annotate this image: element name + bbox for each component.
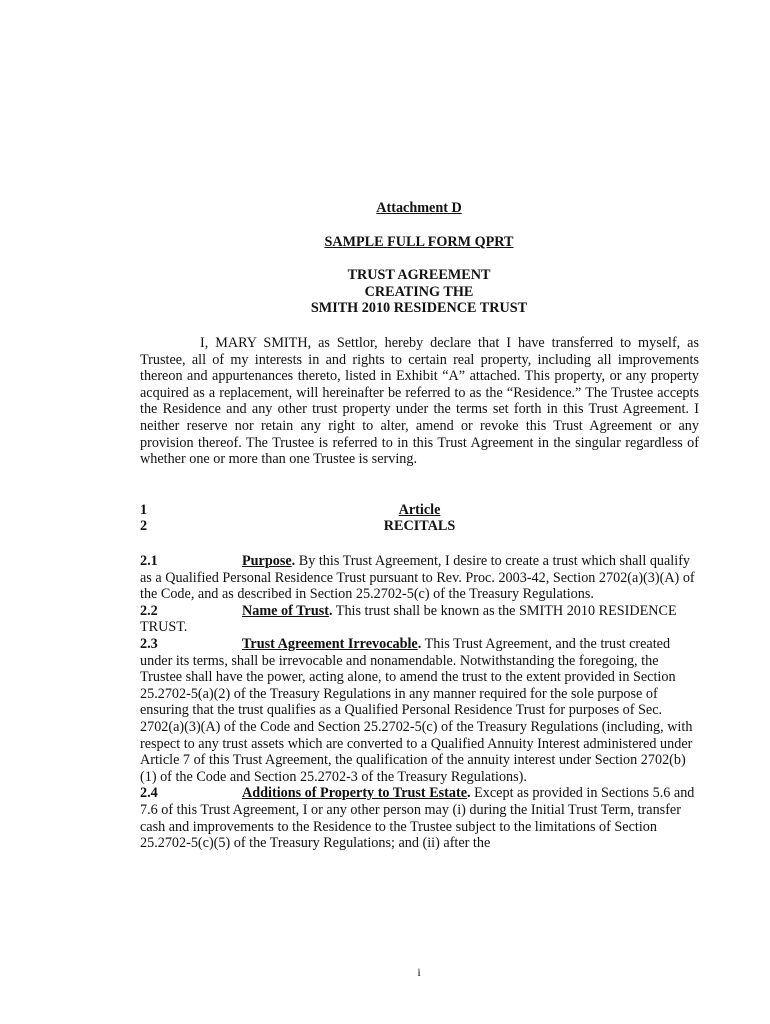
section-number: 2.3 (140, 635, 158, 652)
section-number: 2.4 (140, 785, 158, 802)
title-line-3: SMITH 2010 RESIDENCE TRUST (310, 300, 528, 316)
section-2-1: 2.1 Purpose. By this Trust Agreement, I desire to create a trust which shall qualify as a Qualified Personal Residence Trust pursuant to Rev. Proc. 2003-42, Section 2702(a)(3)(A) of the Code, and as described in Section 25.2702-5(c) of the Treasury Regulations. (140, 553, 695, 603)
article-number-2: 2 (140, 518, 148, 534)
title-line-2: CREATING THE (364, 283, 474, 300)
page-number: i (417, 965, 421, 979)
sections-list (140, 553, 699, 852)
title-line-1: TRUST AGREEMENT (347, 267, 491, 283)
section-2-2: 2.2 Name of Trust. This trust shall be known as the SMITH 2010 RESIDENCE TRUST. (140, 602, 677, 636)
article-number-1: 1 (140, 502, 148, 518)
article-heading: RECITALS (383, 518, 456, 534)
attachment-label: Attachment D (376, 200, 462, 216)
section-text: By this Trust Agreement, I desire to create a trust which shall qualify as a Qualified Personal Residence Trust pursuant to Rev. Proc. 2003-42, Section 2702(a)(3)(A) of the Code, and as described in Section 25.2702-5(c) of the Treasury Regulations. (140, 553, 695, 603)
section-text: This Trust Agreement, and the trust created under its terms, shall be irrevocable and nonamendable. Notwithstanding the foregoing, the Trustee shall have the power, acting alone, to amend the trust to the extent provided in Section 25.2702-5(a)(2) of the Treasury Regulations in any manner required for the sole purpose of ensuring that the trust qualifies as a Qualified Personal Residence Trust for purposes of Sec. 2702(a)(3)(A) of the Code and Section 25.2702-5(c) of the Treasury Regulations (including, with respect to any trust assets which are converted to a Qualified Annuity Interest administered under Article 7 of this Trust Agreement, the qualification of the annuity interest under Section 2702(b)(1) of the Code and Section 25.2702-3 of the Treasury Regulations). (140, 635, 693, 785)
section-heading: Purpose (242, 553, 292, 569)
sample-form-label: SAMPLE FULL FORM QPRT (324, 234, 514, 250)
section-text: Except as provided in Sections 5.6 and 7.6 of this Trust Agreement, I or any other person may (i) during the Initial Trust Term, transfer cash and improvements to the Residence to the Trustee subject to the limitations of Section 25.2702-5(c)(5) of the Treasury Regulations; and (ii) after the (140, 785, 695, 852)
section-2-3: 2.3 Trust Agreement Irrevocable. This Trust Agreement, and the trust created under its terms, shall be irrevocable and nonamendable. Notwithstanding the foregoing, the Trustee shall have the power, acting alone, to amend the trust to the extent provided in Section 25.2702-5(a)(2) of the Treasury Regulations in any manner required for the sole purpose of ensuring that the trust qualifies as a Qualified Personal Residence Trust for purposes of Sec. 2702(a)(3)(A) of the Code and Section 25.2702-5(c) of the Treasury Regulations (including, with respect to any trust assets which are converted to a Qualified Annuity Interest administered under Article 7 of this Trust Agreement, the qualification of the annuity interest under Section 2702(b)(1) of the Code and Section 25.2702-3 of the Treasury Regulations). (140, 635, 693, 785)
section-number: 2.1 (140, 553, 158, 569)
section-2-4: 2.4 Additions of Property to Trust Estate. Except as provided in Sections 5.6 and 7.6 of this Trust Agreement, I or any other person may (i) during the Initial Trust Term, transfer cash and improvements to the Residence to the Trustee subject to the limitations of Section 25.2702-5(c)(5) of the Treasury Regulations; and (ii) after the (140, 785, 695, 852)
section-heading: Trust Agreement Irrevocable (242, 635, 418, 652)
section-heading: Additions of Property to Trust Estate (242, 785, 468, 802)
section-text: This trust shall be known as the SMITH 2010 RESIDENCE TRUST. (140, 602, 677, 636)
intro-paragraph: I, MARY SMITH, as Settlor, hereby declare that I have transferred to myself, as Trustee, all of my interests in and rights to certain real property, including all improvements thereon and appurtenances thereto, listed in Exhibit “A” attached. This property, or any property acquired as a replacement, will hereinafter be referred to as the “Residence.” The Trustee accepts the Residence and any other trust property under the terms set forth in this Trust Agreement. I neither reserve nor retain any right to alter, amend or revoke this Trust Agreement or any provision thereof. The Trustee is referred to in this Trust Agreement in the singular regardless of whether one or more than one Trustee is serving. (140, 335, 699, 468)
article-label: Article (398, 502, 441, 518)
document-title (0, 267, 770, 317)
section-number: 2.2 (140, 602, 158, 619)
section-heading: Name of Trust (242, 602, 329, 619)
